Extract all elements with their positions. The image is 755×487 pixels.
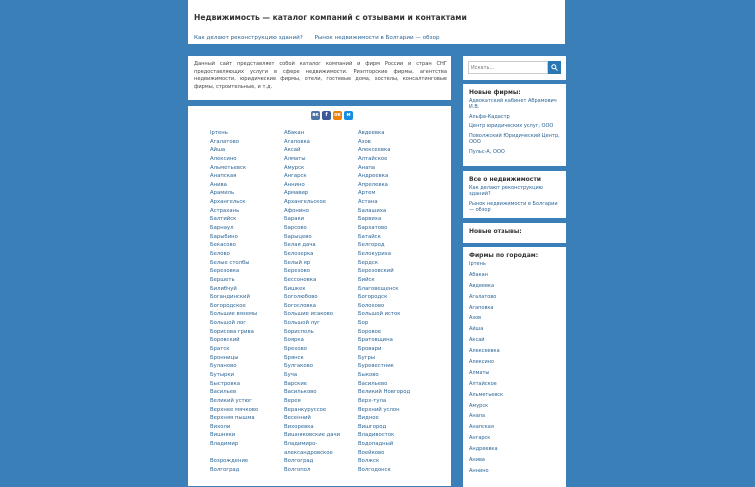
city-link[interactable]: Бершеть: [210, 276, 235, 283]
city-link[interactable]: Ангарск: [284, 173, 307, 180]
city-link[interactable]: Большой луг: [284, 320, 320, 327]
city-link[interactable]: Благовещенск: [358, 285, 399, 292]
city-link[interactable]: Богородск: [358, 294, 388, 301]
city-link[interactable]: Архангельск: [210, 199, 246, 206]
nav-link-bulgaria[interactable]: Рынок недвижимости в Болгарии — обзор: [314, 35, 440, 41]
city-link[interactable]: Апрелевка: [358, 181, 388, 188]
city-link[interactable]: Васильково: [284, 389, 317, 396]
city-link[interactable]: Бердск: [358, 259, 379, 266]
city-link[interactable]: Большие исаково: [284, 311, 334, 318]
all-realty-list: [463, 183, 566, 213]
city-link[interactable]: Булгаково: [284, 363, 313, 370]
article-link[interactable]: Как делают реконструкцию зданий?: [469, 185, 544, 198]
city-link[interactable]: Андреевка: [358, 173, 389, 180]
city-link[interactable]: Васильев: [210, 389, 237, 396]
city-link[interactable]: Анива: [210, 181, 227, 188]
city-link[interactable]: Белозерка: [284, 250, 314, 257]
firms-by-city-list: [463, 259, 566, 474]
city-link[interactable]: Великий Новгород: [358, 389, 411, 396]
city-link[interactable]: александровское: [284, 449, 333, 456]
about-box: [188, 56, 451, 100]
city-link[interactable]: Астана: [358, 199, 378, 206]
city-link[interactable]: Бутырки: [210, 371, 235, 378]
city-link[interactable]: Алматы: [284, 155, 306, 162]
new-firm-link[interactable]: Альфа-Кадастр: [469, 113, 510, 120]
city-link[interactable]: Вишняки: [210, 432, 236, 439]
city-link[interactable]: Аннино: [284, 181, 305, 188]
facebook-icon[interactable]: f: [322, 111, 331, 120]
city-link[interactable]: Билибчуй: [210, 285, 237, 292]
city-link[interactable]: Вишняковские дачи: [284, 432, 341, 439]
city-link[interactable]: Волгопол: [284, 466, 311, 473]
city-link[interactable]: Астрахань: [210, 207, 240, 214]
city-link[interactable]: Бархатово: [358, 225, 388, 232]
city-link[interactable]: Быстровка: [210, 380, 240, 387]
city-link[interactable]: Боголюбово: [284, 294, 318, 301]
city-link[interactable]: Варские: [284, 380, 308, 387]
city-link[interactable]: [210, 449, 258, 458]
cities-column-2: [284, 129, 340, 475]
city-link[interactable]: Іртень: [210, 130, 228, 136]
search-input[interactable]: [468, 61, 548, 74]
city-link[interactable]: Водопадный: [358, 441, 394, 448]
city-link[interactable]: Верхняя пышма: [210, 415, 255, 422]
city-link[interactable]: Балашиха: [358, 207, 387, 214]
city-link[interactable]: Воейково: [358, 449, 385, 456]
about-text: Данный сайт представляет собой каталог компаний и фирм России и стран СНГ предоставляющих услуги в сфере недвижимости. Риэлторские фирмы, агентства недвижимости, юридические фирмы, отели, гостевые дома, хостелы, консалтинговые фирмы, строительные, и т.д.: [194, 61, 447, 90]
city-link[interactable]: Бровари: [358, 346, 382, 353]
city-link[interactable]: Большой исток: [358, 311, 401, 318]
city-link[interactable]: Быково: [358, 371, 379, 378]
city-link[interactable]: Буревестник: [358, 363, 394, 370]
city-link[interactable]: Белово: [210, 250, 230, 257]
city-link[interactable]: Азов: [469, 315, 482, 322]
city-link[interactable]: Белый яр: [284, 259, 311, 266]
city-link[interactable]: Батайск: [358, 233, 381, 240]
city-link[interactable]: Андреевка: [469, 446, 498, 453]
city-link[interactable]: Амурск: [469, 402, 489, 409]
search-icon: [551, 64, 558, 71]
vk-icon[interactable]: вк: [312, 112, 319, 118]
city-link[interactable]: Архангельское: [284, 199, 326, 206]
city-link[interactable]: Бийск: [358, 276, 375, 283]
city-link[interactable]: Айша: [469, 326, 484, 333]
mailru-icon[interactable]: м: [344, 111, 353, 120]
new-firm-link[interactable]: Адвокатский кабинет Абрамович И.В.: [469, 98, 557, 111]
city-link[interactable]: Владимиро-: [284, 441, 318, 448]
city-link[interactable]: Владивосток: [358, 432, 395, 439]
city-link[interactable]: Амурск: [284, 164, 305, 171]
city-link[interactable]: Алексино: [469, 359, 495, 366]
city-link[interactable]: Алтайское: [469, 380, 497, 387]
firms-by-city-widget: [463, 247, 566, 487]
top-nav: [194, 35, 450, 41]
site-title[interactable]: Недвижимость — каталог компаний с отзывами и контактами: [194, 13, 467, 22]
city-link[interactable]: Борисова грива: [210, 328, 254, 335]
city-link[interactable]: Алтайское: [358, 155, 388, 162]
city-link[interactable]: Бекасово: [210, 242, 236, 249]
new-reviews-widget: [463, 223, 566, 243]
city-link[interactable]: Абакан: [469, 271, 488, 278]
city-link[interactable]: Брехово: [284, 346, 307, 353]
city-link[interactable]: Барыбино: [210, 233, 238, 240]
new-firm-link[interactable]: Поволжский Юридический Центр, ООО: [469, 133, 560, 146]
city-link[interactable]: Афонино: [284, 207, 310, 214]
city-link[interactable]: Анапа: [469, 413, 486, 420]
all-realty-widget: [463, 171, 566, 218]
firms-by-city-title: Фирмы по городам:: [469, 252, 539, 259]
city-link[interactable]: Богородское: [210, 302, 246, 309]
city-link[interactable]: Волжск: [358, 458, 380, 465]
city-link[interactable]: Верхний услон: [358, 406, 400, 413]
new-firms-widget: [463, 84, 566, 166]
city-link[interactable]: Авдеевка: [469, 282, 495, 289]
new-reviews-title: Новые отзывы:: [469, 228, 522, 235]
city-link[interactable]: Буча: [284, 371, 298, 378]
city-link[interactable]: Большой лог: [210, 320, 247, 327]
city-link[interactable]: Барнаул: [210, 225, 234, 232]
city-link[interactable]: Агалатово: [210, 138, 239, 145]
city-link[interactable]: Агалатово: [469, 293, 497, 300]
share-buttons: [311, 111, 353, 120]
city-link[interactable]: Владимир: [210, 441, 239, 448]
city-link[interactable]: Васильево: [358, 380, 388, 387]
city-link[interactable]: Бишкек: [284, 285, 306, 292]
city-link[interactable]: Весенний: [284, 415, 311, 422]
city-link[interactable]: Боровский: [210, 337, 240, 344]
cities-column-1: [210, 129, 258, 475]
city-link[interactable]: Белые столбы: [210, 259, 250, 266]
city-link[interactable]: Ангарск: [469, 435, 491, 442]
city-link[interactable]: Агаповка: [284, 138, 310, 145]
city-link[interactable]: Балтийск: [210, 216, 237, 223]
site-header: [188, 0, 565, 44]
cities-column-3: [358, 129, 410, 475]
city-link[interactable]: Верх-тула: [358, 397, 387, 404]
city-link[interactable]: Великий устюг: [210, 397, 252, 404]
city-link[interactable]: Алматы: [469, 369, 490, 376]
city-link[interactable]: Верхнее мячково: [210, 406, 259, 413]
city-link[interactable]: Армавир: [284, 190, 309, 197]
city-link[interactable]: Волгоград: [284, 458, 314, 465]
city-link[interactable]: Вишгород: [358, 423, 387, 430]
city-link[interactable]: Барсово: [284, 225, 307, 232]
city-link[interactable]: Анива: [469, 457, 485, 464]
city-link[interactable]: Вихоли: [210, 423, 231, 430]
city-link[interactable]: Бор: [358, 320, 369, 327]
city-link[interactable]: Вихоревка: [284, 423, 314, 430]
city-link[interactable]: Агаповка: [469, 304, 494, 311]
city-link[interactable]: Борисполь: [284, 328, 314, 335]
city-link[interactable]: Альметьевск: [469, 391, 504, 398]
city-link[interactable]: Березово: [284, 268, 310, 275]
search-widget: [463, 56, 566, 80]
city-link[interactable]: Большие вяземы: [210, 311, 258, 318]
search-button[interactable]: [548, 61, 561, 74]
city-link[interactable]: Братовщина: [358, 337, 393, 344]
article-link[interactable]: Рынок недвижимости в Болгарии — обзор: [469, 200, 558, 214]
city-link[interactable]: Азов: [358, 138, 371, 145]
city-link[interactable]: Авдеевка: [358, 130, 385, 136]
new-firm-link[interactable]: Центр юридических услуг, ООО: [469, 123, 554, 130]
city-link[interactable]: Алексеевка: [358, 147, 391, 154]
city-link[interactable]: Богословка: [284, 302, 317, 309]
city-link[interactable]: Айша: [210, 147, 226, 154]
city-link[interactable]: Арамиль: [210, 190, 235, 197]
city-link[interactable]: Веранкуруссое: [284, 406, 327, 413]
city-link[interactable]: Бронницы: [210, 354, 239, 361]
city-link[interactable]: Березовка: [210, 268, 240, 275]
nav-link-reconstruction[interactable]: Как делают реконструкцию зданий?: [194, 35, 303, 41]
cities-box: [188, 106, 451, 486]
city-link[interactable]: Бугры: [358, 354, 376, 361]
city-link[interactable]: Возрождение: [210, 458, 249, 465]
new-firm-link[interactable]: Пульс-А, ООО: [469, 148, 505, 155]
city-link[interactable]: Верея: [284, 397, 301, 404]
city-link[interactable]: Видное: [358, 415, 379, 422]
city-link[interactable]: Бессоновка: [284, 276, 317, 283]
city-link[interactable]: Березовский: [358, 268, 394, 275]
city-link[interactable]: Бараки: [284, 216, 305, 223]
all-realty-title: Все о недвижимости: [469, 176, 541, 183]
city-link[interactable]: Брянск: [284, 354, 304, 361]
city-link[interactable]: Барвиха: [358, 216, 382, 223]
city-link[interactable]: Аннино: [469, 467, 489, 474]
city-link[interactable]: Белая дача: [284, 242, 316, 249]
city-link[interactable]: Аксай: [284, 147, 301, 154]
city-link[interactable]: Белокуриха: [358, 250, 392, 257]
city-link[interactable]: Барыцево: [284, 233, 312, 240]
city-link[interactable]: Анапская: [469, 424, 494, 431]
city-link[interactable]: Богандинский: [210, 294, 250, 301]
city-link[interactable]: Алексино: [210, 155, 237, 162]
city-link[interactable]: Аксай: [469, 337, 485, 344]
new-firms-list: [463, 96, 566, 155]
city-link[interactable]: Болохово: [358, 302, 385, 309]
city-link[interactable]: Анапская: [210, 173, 237, 180]
city-link[interactable]: Белгород: [358, 242, 385, 249]
city-link[interactable]: Буланово: [210, 363, 237, 370]
new-firms-title: Новые фирмы:: [469, 89, 521, 96]
city-link[interactable]: Іртень: [469, 261, 486, 267]
city-link[interactable]: Волгоград: [210, 466, 240, 473]
city-link[interactable]: Волгодонск: [358, 466, 391, 473]
city-link[interactable]: Алексеевка: [469, 348, 500, 355]
city-link[interactable]: Братск: [210, 346, 230, 353]
city-link[interactable]: Абакан: [284, 130, 305, 136]
city-link[interactable]: Альметьевск: [210, 164, 247, 171]
city-link[interactable]: Боровое: [358, 328, 382, 335]
city-link[interactable]: Боярка: [284, 337, 304, 344]
city-link[interactable]: Артем: [358, 190, 376, 197]
city-link[interactable]: Анапа: [358, 164, 376, 171]
odnoklassniki-icon[interactable]: ок: [334, 112, 341, 118]
